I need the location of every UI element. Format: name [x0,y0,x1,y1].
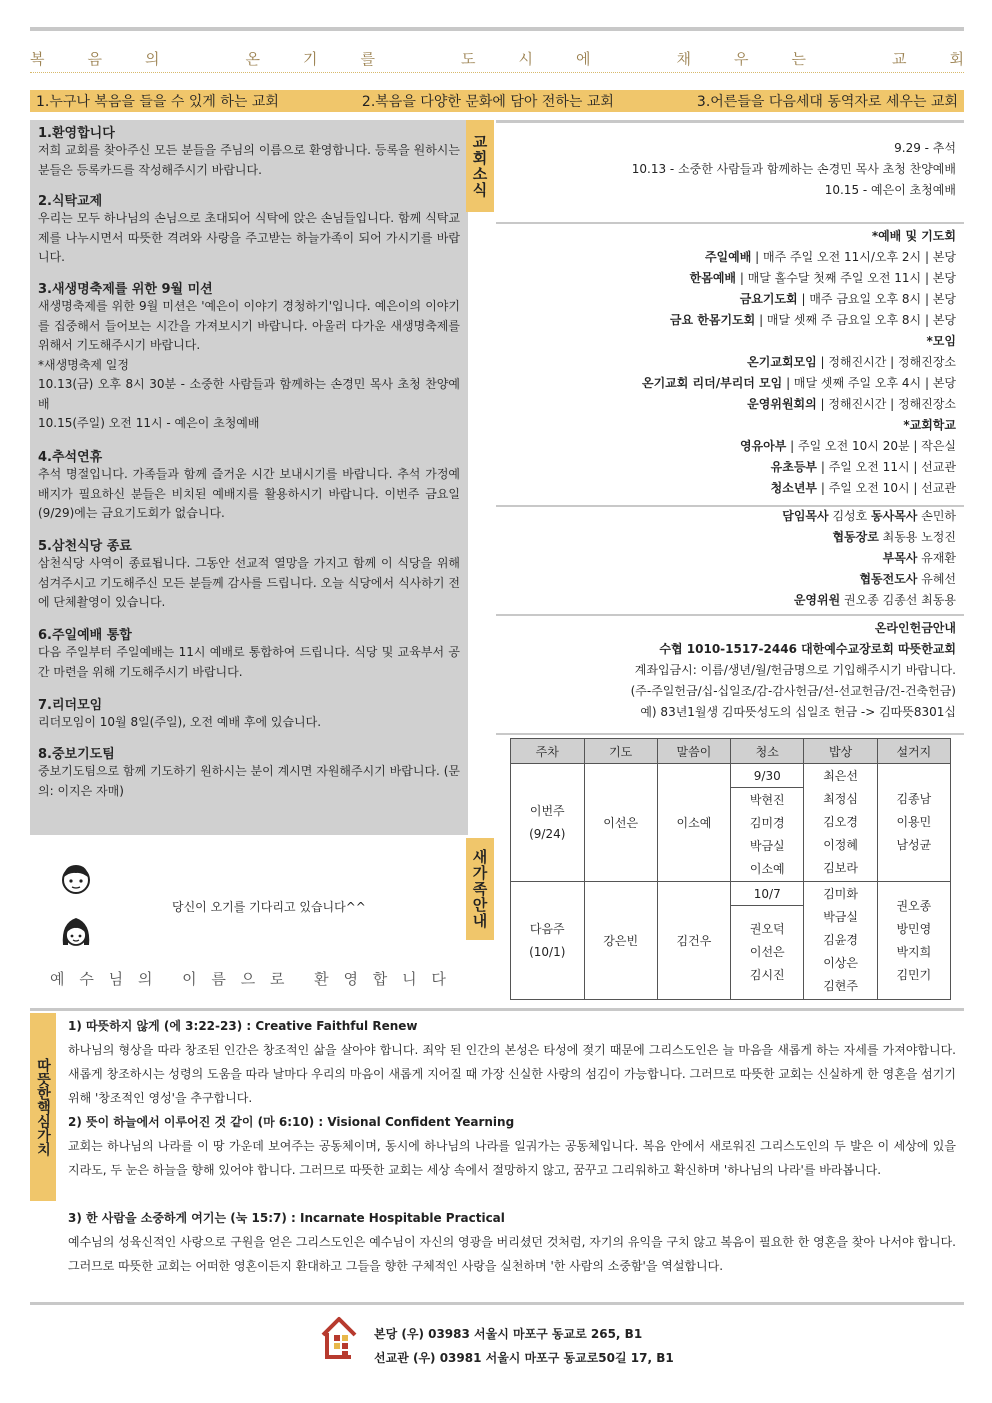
person-name: 김현주 [823,979,858,993]
footer-char: 다 [431,970,446,988]
person-name: 이소예 [749,861,785,876]
announcement-body: 저희 교회를 찾아주신 모든 분들을 주님의 이름으로 환영합니다. 등록을 원하시는 분들은 등록카드를 작성해주시기 바랍니다. [38,143,460,177]
top-rule [30,27,964,31]
meeting-name: 영유아부 [739,439,787,453]
meeting-info: | 정해진시간 | 정해진장소 [816,397,956,411]
announcement-body: 중보기도팀으로 함께 기도하기 원하시는 분이 계시면 자원해주시기 바랍니다. (문의: 이지은 자매) [38,764,460,798]
footer-char: 으 [240,970,256,988]
meeting-item [500,394,956,415]
meeting-item [500,352,956,373]
announcement-body: 우리는 모두 하나님의 손님으로 초대되어 식탁에 앉은 손님들입니다. 함께 식탁교제를 나누시면서 따뜻한 격려와 사랑을 주고받는 하늘가족이 되어 가시기를 바랍니다. [38,211,460,264]
col-header: 말씀이 [657,739,730,764]
meeting-schedule [500,226,956,499]
meeting-info: | 주일 오전 10시 | 선교관 [817,481,956,495]
addresses [374,1322,674,1370]
meeting-item [500,268,956,289]
announcement-4 [38,446,460,524]
announcement-5 [38,535,460,613]
announcement-title: 1.환영합니다 [38,126,115,141]
meeting-info: | 정해진시간 | 정해진장소 [816,355,956,369]
person-name: 이용민 [896,815,932,829]
announcement-title: 4.추석연휴 [38,450,103,465]
person-name: 최정심 [823,792,858,806]
meeting-category: *모임 [926,334,956,348]
announcement-8 [38,743,460,801]
person-name: 박지희 [896,944,932,959]
table-row [511,764,951,788]
staff-list [500,506,956,611]
divider [496,614,964,616]
col-header: 주차 [511,739,585,764]
person-name: 이선은 [749,945,785,959]
staff-role: 운영위원 [793,593,841,607]
week-cell [511,764,585,882]
person-name: 김오경 [823,815,858,829]
church-logo-icon [320,1315,358,1365]
person-name: 김윤경 [823,933,858,947]
meeting-info: | 매주 금요일 오후 8시 | 본당 [797,292,956,306]
meeting-item [500,436,956,457]
motto-char: 의 [145,50,160,68]
person-name: 김보라 [823,861,858,875]
meeting-name: 온기교회 리더/부리더 모임 [641,376,783,390]
meeting-item [500,289,956,310]
meeting-item [500,310,956,331]
staff-names: 김성호 [828,509,872,523]
staff-item [500,569,956,590]
value-title: 2) 뜻이 하늘에서 이루어진 것 같이 (마 6:10) : Visional Confident Yearning [68,1115,515,1129]
motto-underline [30,72,964,73]
news-top-rule [496,120,964,123]
week-label: 이번주 [529,803,565,818]
divider [496,222,964,224]
meeting-name: 금요기도회 [739,292,798,306]
footer-char: 니 [402,970,417,988]
week-cell [511,882,585,1000]
footer-char: 로 [270,970,285,988]
motto-char: 우 [734,50,749,68]
prayer-cell: 이선은 [584,764,657,882]
service-schedule-table [510,738,951,1000]
col-header: 밥상 [804,739,877,764]
table-header-row [511,739,951,764]
person-name: 김민기 [896,967,932,982]
festival-schedule-item: 10.15(주일) 오전 11시 - 예은이 초청예배 [38,416,260,430]
values-top-rule [30,1008,964,1011]
value-title: 1) 따뜻하지 않게 (에 3:22-23) : Creative Faithful Renew [68,1019,418,1033]
person-name: 김미화 [823,887,858,901]
footer-char: 합 [372,970,388,988]
welcome-footer [50,968,446,989]
staff-role: 동사목사 [871,509,918,523]
announcement-title: 5.삼천식당 종료 [38,539,132,554]
motto-char: 채 [676,50,691,68]
person-name: 방민영 [896,921,932,936]
person-name: 박금실 [749,838,785,853]
dish-cell [877,764,950,882]
footer-char: 의 [137,970,153,988]
announcement-body: 추석 명절입니다. 가족들과 함께 즐거운 시간 보내시기를 바랍니다. 추석 가정예배지가 필요하신 분들은 비치된 예배지를 활용하시기 바랍니다. 이번주 금요일(9/29)에는 금요기도회가 없습니다. [38,467,460,520]
week-date: (10/1) [529,944,566,959]
meeting-name: 청소년부 [770,481,818,495]
festival-schedule-head: *새생명축제 일정 [38,357,129,372]
motto-char: 음 [87,50,102,68]
announcement-title: 8.중보기도팀 [38,747,115,762]
meeting-name: 주일예배 [704,250,752,264]
person-name: 최은선 [823,769,858,783]
announcement-body: 다음 주일부터 주일예배는 11시 예배로 통합하여 드립니다. 식당 및 교육부서 공간 마련을 위해 기도해주시기 바랍니다. [38,645,460,679]
motto-char: 교 [892,50,907,68]
motto-char: 온 [245,50,260,68]
motto-char: 에 [576,50,591,68]
motto-char: 회 [949,50,964,68]
church-news-label: 교회소식 [466,120,494,212]
church-news [500,138,956,201]
staff-names: 권오종 김종선 최동용 [840,593,956,607]
festival-schedule-item: 10.13(금) 오후 8시 30분 - 소중한 사람들과 함께하는 손경민 목사 초청 찬양예배 [38,377,460,411]
offering-title: 온라인헌금안내 [874,621,956,635]
meeting-item [500,373,956,394]
meeting-item [500,457,956,478]
announcements-panel [30,120,468,835]
meeting-name: 온기교회모임 [747,355,817,369]
church-goals [30,90,964,112]
meeting-info: | 매주 주일 오전 11시/오후 2시 | 본당 [751,250,956,264]
clean-date-cell: 9/30 [731,764,804,788]
staff-names: 유재환 [917,551,956,565]
offering-note: 계좌입금시: 이름/생년/월/헌금명으로 기입해주시기 바랍니다. [634,663,956,677]
meeting-name: 한몸예배 [689,271,737,285]
meeting-item [500,478,956,499]
staff-item [500,506,956,527]
announcement-7 [38,694,460,733]
staff-item [500,548,956,569]
motto-char: 기 [303,50,318,68]
footer-char: 영 [343,970,358,988]
person-name: 권오덕 [749,922,785,936]
online-offering [500,618,956,723]
person-name: 이정혜 [823,838,858,852]
footer-char: 름 [211,970,226,988]
motto-char: 도 [461,50,476,68]
staff-role: 협동장로 [832,530,879,544]
prayer-cell: 강은빈 [584,882,657,1000]
clean-cell [731,788,804,882]
announcement-title: 7.리더모임 [38,698,103,713]
person-name: 김시진 [749,968,785,982]
footer-char: 님 [108,970,124,988]
meeting-item [500,247,956,268]
mission-address: 선교관 (우) 03981 서울시 마포구 동교로50길 17, B1 [374,1351,674,1365]
person-name: 박현진 [749,792,785,807]
footer-char: 예 [50,970,65,988]
person-name: 김종남 [896,792,932,806]
meeting-name: 금요 한몸기도회 [669,313,756,327]
meeting-info: | 매달 셋째 주일 오후 4시 | 본당 [782,376,956,390]
goal-1: 1.누구나 복음을 들을 수 있게 하는 교회 [36,94,279,110]
clean-date-cell: 10/7 [731,882,804,906]
motto-char: 를 [360,50,375,68]
male-avatar-icon [60,862,92,900]
announcement-body: 리더모임이 10월 8일(주일), 오전 예배 후에 있습니다. [38,715,322,729]
meal-cell [804,764,877,882]
announcement-3 [38,278,460,434]
week-label: 다음주 [529,921,565,936]
meeting-category: *예배 및 기도회 [871,229,956,243]
staff-names: 최동용 노정진 [878,530,956,544]
staff-role: 담임목사 [782,509,829,523]
offering-note: (주-주일헌금/십-십일조/감-감사헌금/선-선교헌금/건-건축헌금) [630,684,956,698]
motto [30,48,964,70]
footer-char: 환 [314,970,329,988]
announcement-title: 2.식탁교제 [38,194,103,209]
news-item: 10.15 - 예은이 초청예배 [824,183,956,197]
word-cell: 김건우 [657,882,730,1000]
motto-char: 는 [791,50,806,68]
announcement-title: 3.새생명축제를 위한 9월 미션 [38,282,213,297]
clean-cell [731,906,804,1000]
staff-item [500,590,956,611]
core-values-label: 따뜻한핵심가치 [30,1013,56,1201]
staff-names: 유혜선 [917,572,956,586]
person-name: 박금실 [823,910,858,924]
dish-cell [877,882,950,1000]
meeting-info: | 주일 오전 11시 | 선교관 [817,460,956,474]
value-title: 3) 한 사람을 소중하게 여기는 (눅 15:7) : Incarnate Hospitable Practical [68,1211,505,1225]
value-body: 교회는 하나님의 나라를 이 땅 가운데 보여주는 공동체이며, 동시에 하나님의 나라를 일궈가는 공동체입니다. 복음 안에서 새로워진 그리스도인의 두 발은 이 세상에 있을 지라도, 두 눈은 하늘을 향해 있어야 합니다. 그러므로 따뜻한 교회는 세상 속에서 절망하지 않고, 꿈꾸고 그리워하고 확신하며 '하나님의 나라'를 바라봅니다. [68,1139,956,1177]
meeting-category: *교회학교 [903,418,956,432]
word-cell: 이소예 [657,764,730,882]
staff-names: 손민하 [917,509,956,523]
staff-role: 부목사 [882,551,918,565]
footer-char: 수 [79,970,94,988]
divider [496,733,964,735]
goal-3: 3.어른들을 다음세대 동역자로 세우는 교회 [696,94,958,110]
person-name: 이상은 [823,956,858,970]
announcement-title: 6.주일예배 통합 [38,628,132,643]
welcome-message: 당신이 오기를 기다리고 있습니다^^ [172,900,366,914]
meeting-name: 운영위원회의 [747,397,817,411]
person-name: 권오종 [896,898,932,913]
col-header: 설거지 [877,739,950,764]
motto-char: 복 [30,50,45,68]
news-item: 9.29 - 추석 [894,141,956,155]
person-name: 김미경 [749,815,785,830]
newcomer-label: 새가족안내 [466,838,494,940]
announcement-body: 새생명축제를 위한 9월 미션은 '예은이 이야기 경청하기'입니다. 예은이의 이야기를 집중해서 들어보는 시간을 가져보시기 바랍니다. 아울러 다가운 새생명축제를 위해서 기도해주시기 바랍니다. [38,299,460,352]
meeting-info: | 매달 셋째 주 금요일 오후 8시 | 본당 [755,313,956,327]
meeting-name: 유초등부 [770,460,818,474]
value-body: 하나님의 형상을 따라 창조된 인간은 창조적인 삶을 살아야 합니다. 죄악 된 인간의 본성은 타성에 젖기 때문에 그리스도인은 늘 마음을 새롭게 하는 자세를 가져야합니다. 새롭게 창조하시는 성령의 도움을 따라 날마다 우리의 마음이 새롭게 지어질 때 가장 신실한 사랑의 섬김이 가능합니다. 그러므로 따뜻한 교회는 신실하게 한 영혼을 섬기기 위해 '창조적인 영성'을 추구합니다. [68,1043,956,1105]
staff-role: 협동전도사 [859,572,918,586]
col-header: 기도 [584,739,657,764]
table-row [511,882,951,906]
col-header: 청소 [731,739,804,764]
news-item: 10.13 - 소중한 사람들과 함께하는 손경민 목사 초청 찬양예배 [631,162,956,176]
meeting-info: | 주일 오전 10시 20분 | 작은실 [786,439,956,453]
announcement-body: 삼천식당 사역이 종료됩니다. 그동안 선교적 열망을 가지고 함께 이 식당을 위해 섬겨주시고 기도해주신 모든 분들께 감사를 드립니다. 오늘 식당에서 식사하기 전에 단체촬영이 있습니다. [38,556,460,609]
main-address: 본당 (우) 03983 서울시 마포구 동교로 265, B1 [374,1327,643,1341]
motto-char: 시 [518,50,533,68]
announcement-1 [38,122,460,180]
values-bottom-rule [30,1302,964,1305]
meeting-info: | 매달 홀수달 첫째 주일 오전 11시 | 본당 [736,271,956,285]
announcement-2 [38,190,460,268]
meal-cell [804,882,877,1000]
announcement-6 [38,624,460,682]
offering-note: 예) 83년1월생 김따뜻성도의 십일조 헌금 -> 김따뜻8301십 [640,705,956,719]
value-body: 예수님의 성육신적인 사랑으로 구원을 얻은 그리스도인은 예수님이 자신의 영광을 버리셨던 것처럼, 자기의 유익을 구치 않고 복음이 필요한 한 영혼을 찾아 나서야 합니다. 그러므로 따뜻한 교회는 어떠한 영혼이든지 환대하고 그들을 향한 구체적인 사랑을 실천하며 '한 사람의 소중함'을 역설합니다. [68,1235,956,1273]
female-avatar-icon [60,915,92,955]
footer-char: 이 [182,970,197,988]
staff-item [500,527,956,548]
week-date: (9/24) [529,826,566,841]
offering-account: 수협 1010-1517-2446 대한예수교장로회 따뜻한교회 [659,642,956,656]
person-name: 남성균 [896,838,932,852]
goal-2: 2.복음을 다양한 문화에 담아 전하는 교회 [361,94,614,110]
